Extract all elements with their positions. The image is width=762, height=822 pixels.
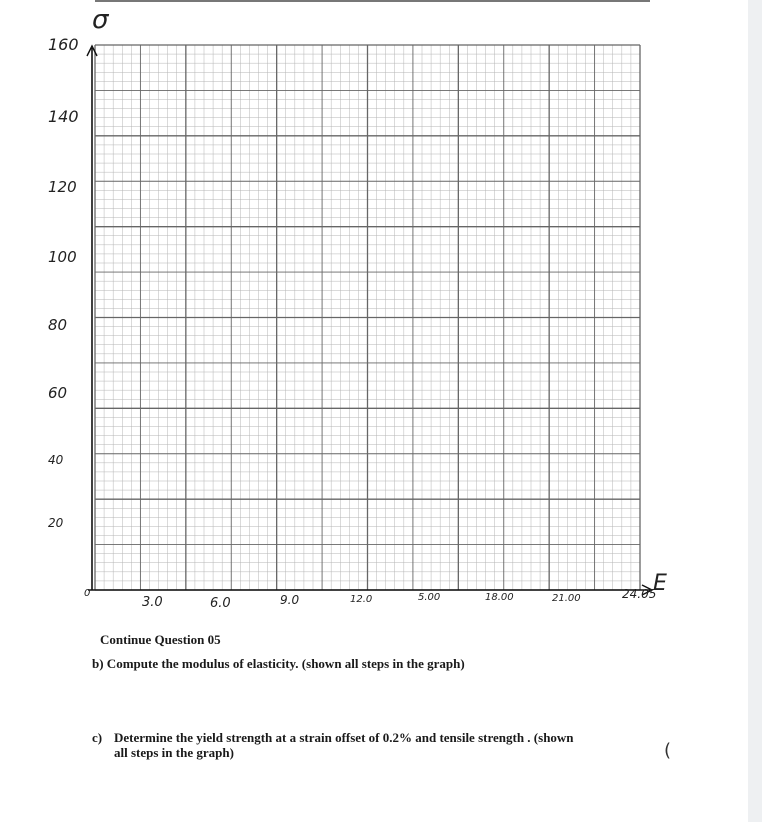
part-c-label: c) — [92, 730, 103, 745]
y-tick-label: 120 — [48, 178, 77, 196]
y-tick-label: 20 — [48, 516, 64, 530]
x-tick-label: 6.0 — [210, 596, 231, 611]
question-part-b: b) Compute the modulus of elasticity. (shown all steps in the graph) — [92, 656, 465, 671]
question-part-c — [92, 730, 632, 760]
x-tick-label: 5.00 — [418, 592, 441, 603]
x-tick-label: 21.00 — [552, 593, 581, 604]
y-tick-label: 80 — [48, 316, 68, 334]
part-c-line1: Determine the yield strength at a strain offset of 0.2% and tensile strength . (shown — [114, 730, 574, 745]
y-axis-title: σ — [92, 5, 109, 35]
x-tick-label: 12.0 — [350, 594, 373, 605]
y-tick-label: 100 — [48, 248, 77, 266]
y-tick-label: 140 — [48, 107, 79, 126]
y-tick-label: 60 — [48, 384, 68, 402]
x-tick-label: 9.0 — [280, 593, 300, 607]
x-axis-title: E — [653, 571, 667, 596]
x-tick-label: 0 — [84, 588, 91, 599]
x-tick-label: 3.0 — [142, 595, 163, 610]
question-heading: Continue Question 05 — [100, 632, 221, 647]
x-tick-label: 18.00 — [485, 592, 514, 603]
y-tick-labels — [48, 35, 79, 530]
margin-mark: ( — [664, 740, 672, 761]
part-c-line2: all steps in the graph) — [114, 745, 234, 760]
x-tick-label: 24.05 — [622, 587, 657, 601]
y-tick-label: 160 — [48, 35, 79, 54]
y-tick-label: 40 — [48, 453, 64, 467]
